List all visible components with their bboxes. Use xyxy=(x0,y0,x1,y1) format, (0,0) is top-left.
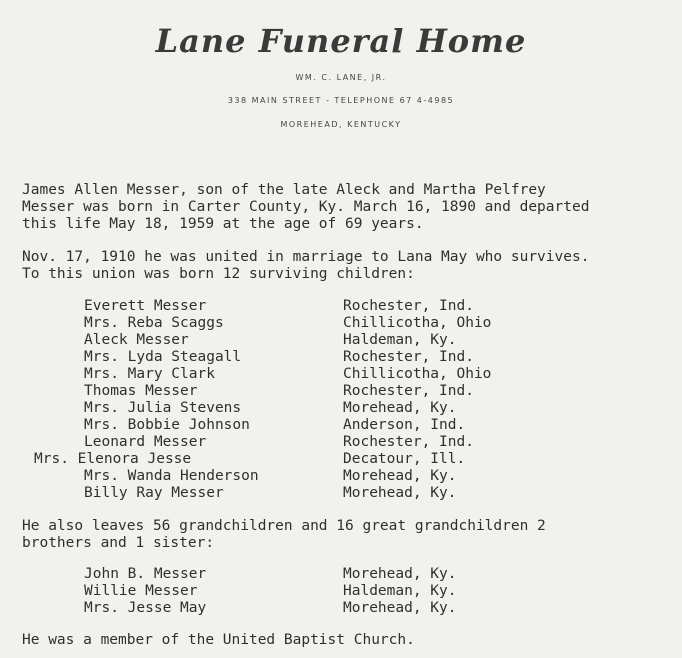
child-name: Mrs. Bobbie Johnson xyxy=(84,417,250,433)
child-place: Rochester, Ind. xyxy=(343,383,474,399)
sibling-place: Morehead, Ky. xyxy=(343,600,457,616)
grandchildren-line-1: He also leaves 56 grandchildren and 16 great grandchildren 2 xyxy=(22,518,546,534)
child-place: Anderson, Ind. xyxy=(343,417,466,433)
sibling-place: Haldeman, Ky. xyxy=(343,583,457,599)
marriage-line-1: Nov. 17, 1910 he was united in marriage to Lana May who survives. xyxy=(22,249,590,265)
intro-line-2: Messer was born in Carter County, Ky. March 16, 1890 and departed xyxy=(22,199,590,215)
intro-line-3: this life May 18, 1959 at the age of 69 years. xyxy=(22,216,424,232)
child-place: Rochester, Ind. xyxy=(343,298,474,314)
letterhead-owner: WM. C. LANE, JR. xyxy=(295,73,387,82)
child-name: Thomas Messer xyxy=(84,383,198,399)
church-line: He was a member of the United Baptist Church. xyxy=(22,632,415,648)
child-place: Chillicotha, Ohio xyxy=(343,315,492,331)
child-name: Mrs. Julia Stevens xyxy=(84,400,242,416)
child-place: Rochester, Ind. xyxy=(343,349,474,365)
child-place: Haldeman, Ky. xyxy=(343,332,457,348)
child-place: Chillicotha, Ohio xyxy=(343,366,492,382)
grandchildren-line-2: brothers and 1 sister: xyxy=(22,535,215,551)
child-name: Leonard Messer xyxy=(84,434,207,450)
child-name: Mrs. Reba Scaggs xyxy=(84,315,224,331)
letterhead-address: 338 MAIN STREET - TELEPHONE 67 4-4985 xyxy=(227,96,455,105)
child-place: Morehead, Ky. xyxy=(343,400,457,416)
sibling-name: Willie Messer xyxy=(84,583,198,599)
child-place: Rochester, Ind. xyxy=(343,434,474,450)
child-place: Decatour, Ill. xyxy=(343,451,466,467)
sibling-name: John B. Messer xyxy=(84,566,207,582)
sibling-name: Mrs. Jesse May xyxy=(84,600,207,616)
intro-line-1: James Allen Messer, son of the late Aleck and Martha Pelfrey xyxy=(22,182,546,198)
child-place: Morehead, Ky. xyxy=(343,468,457,484)
child-name: Mrs. Elenora Jesse xyxy=(34,451,192,467)
sibling-place: Morehead, Ky. xyxy=(343,566,457,582)
letterhead-city: MOREHEAD, KENTUCKY xyxy=(280,120,402,129)
marriage-line-2: To this union was born 12 surviving children: xyxy=(22,266,415,282)
child-name: Billy Ray Messer xyxy=(84,485,224,501)
letterhead-title: Lane Funeral Home xyxy=(155,22,527,60)
child-name: Mrs. Lyda Steagall xyxy=(84,349,242,365)
child-name: Aleck Messer xyxy=(84,332,189,348)
child-name: Mrs. Wanda Henderson xyxy=(84,468,259,484)
child-place: Morehead, Ky. xyxy=(343,485,457,501)
child-name: Everett Messer xyxy=(84,298,207,314)
child-name: Mrs. Mary Clark xyxy=(84,366,215,382)
